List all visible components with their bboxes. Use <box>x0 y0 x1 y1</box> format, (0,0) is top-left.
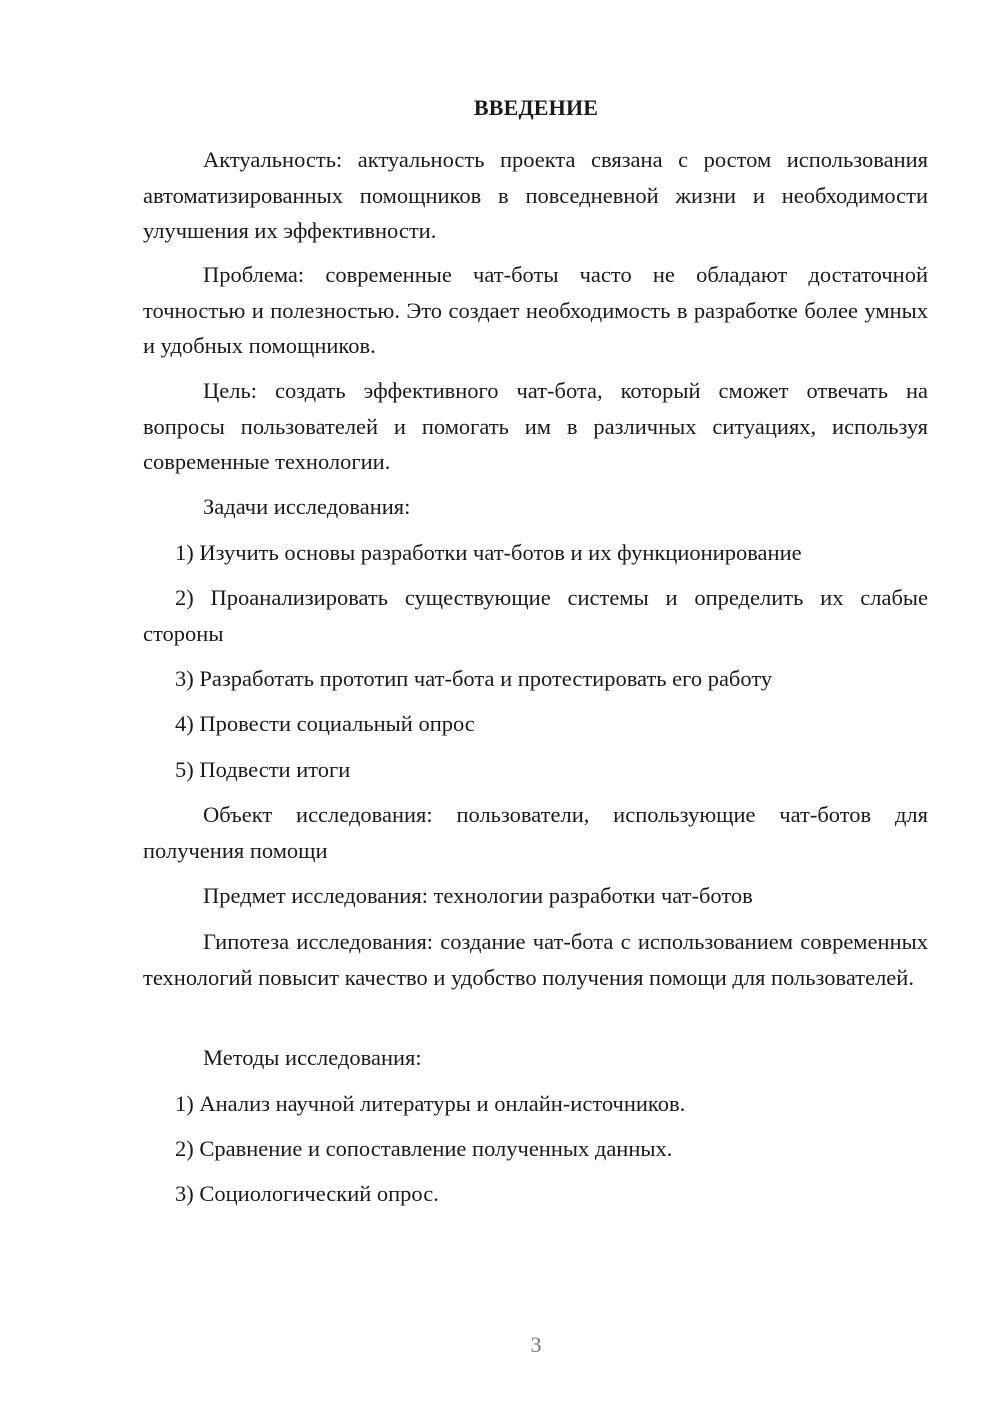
subject-paragraph: Предмет исследования: технологии разработки чат-ботов <box>203 883 753 908</box>
goal-paragraph: Цель: создать эффективного чат-бота, который сможет отвечать на вопросы пользователей и помогать им в различных ситуациях, используя современные технологии. <box>143 378 928 474</box>
method-item: 2) Сравнение и сопоставление полученных данных. <box>175 1136 673 1161</box>
method-item: 1) Анализ научной литературы и онлайн-источников. <box>175 1091 686 1116</box>
task-item: 1) Изучить основы разработки чат-ботов и их функционирование <box>175 540 802 565</box>
tasks-title: Задачи исследования: <box>203 494 411 519</box>
task-item: 2) Проанализировать существующие системы и определить их слабые стороны <box>143 585 928 646</box>
method-item: 3) Социологический опрос. <box>175 1181 439 1206</box>
methods-title: Методы исследования: <box>203 1045 422 1070</box>
task-item: 5) Подвести итоги <box>175 757 351 782</box>
hypothesis-paragraph: Гипотеза исследования: создание чат-бота с использованием современных технологий повысит качество и удобство получения помощи для пользователей. <box>143 929 928 990</box>
task-item: 4) Провести социальный опрос <box>175 711 475 736</box>
problem-paragraph: Проблема: современные чат-боты часто не обладают достаточной точностью и полезностью. Это создает необходимость в разработке более умных и удобных помощников. <box>143 262 928 358</box>
relevance-paragraph: Актуальность: актуальность проекта связана с ростом использования автоматизированных помощников в повседневной жизни и необходимости улучшения их эффективности. <box>143 147 928 243</box>
object-paragraph: Объект исследования: пользователи, использующие чат-ботов для получения помощи <box>143 802 928 863</box>
page-heading: ВВЕДЕНИЕ <box>473 95 599 120</box>
page-number: 3 <box>530 1332 542 1357</box>
task-item: 3) Разработать прототип чат-бота и протестировать его работу <box>175 666 773 691</box>
